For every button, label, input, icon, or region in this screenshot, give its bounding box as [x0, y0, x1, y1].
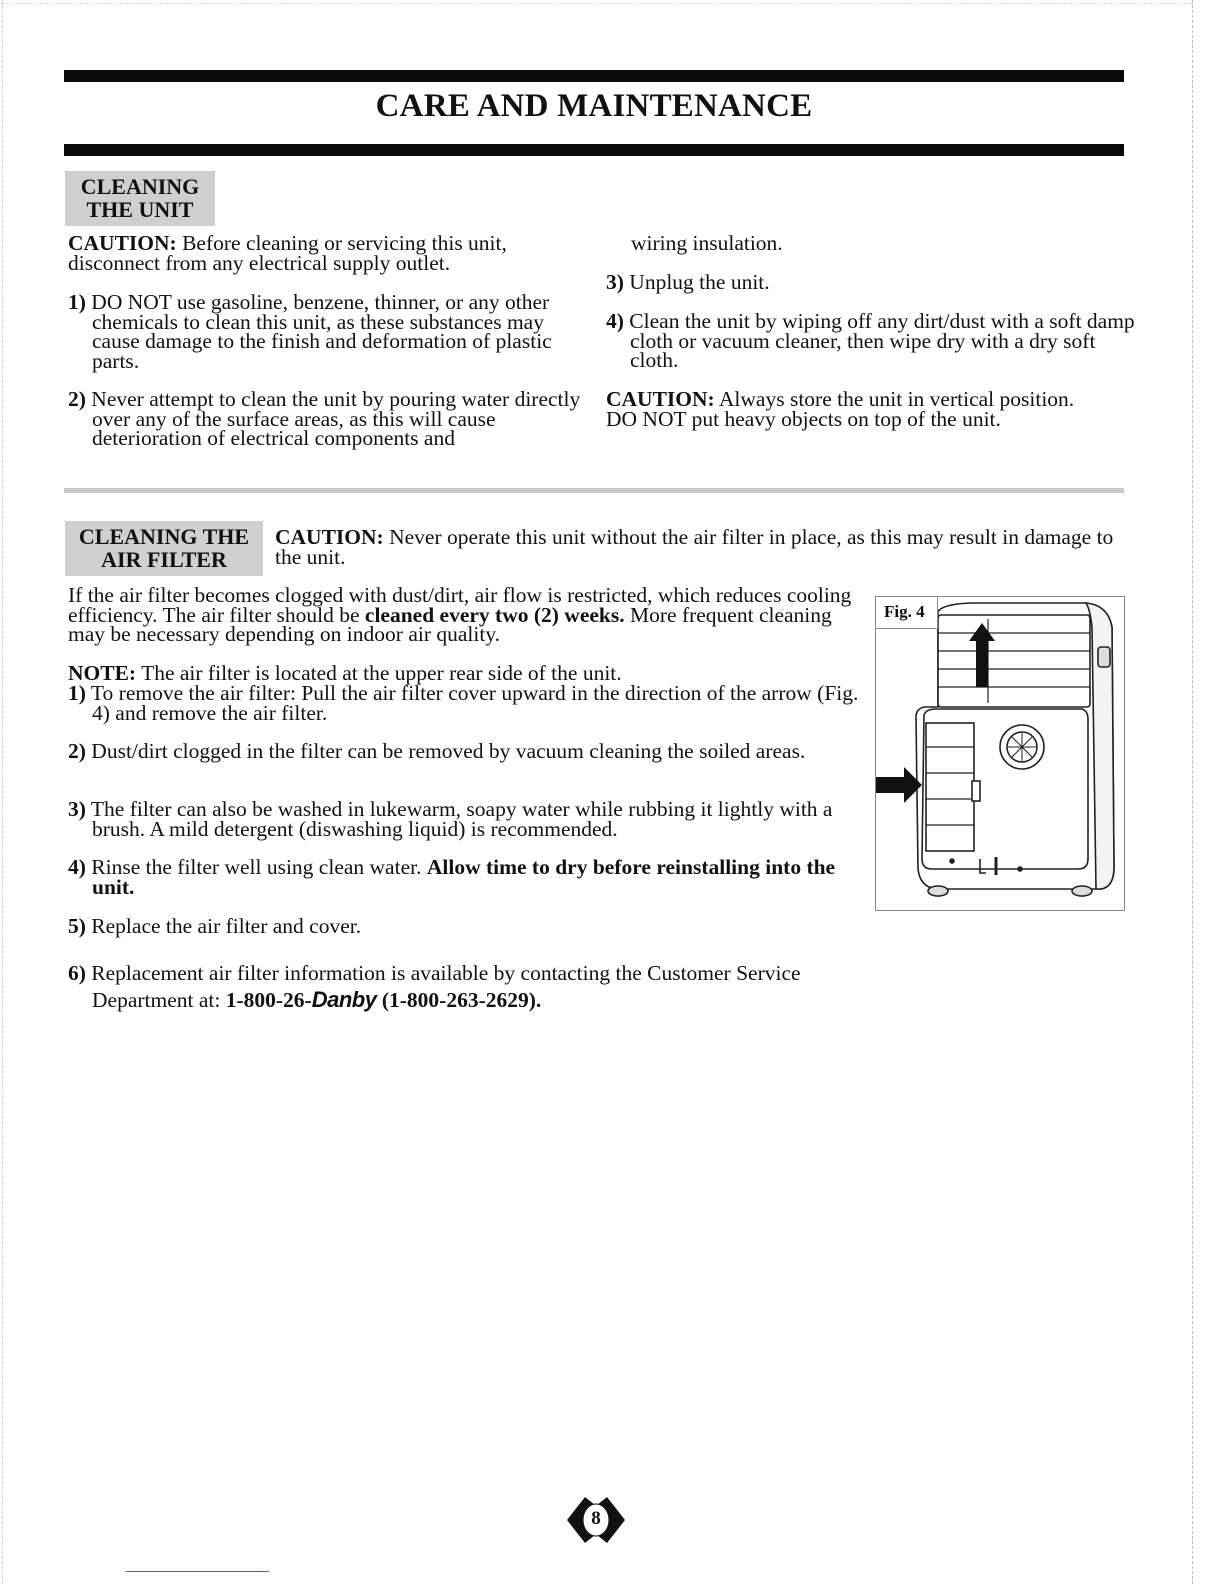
section-label-line: CLEANING — [80, 174, 200, 199]
page-edge-right — [1192, 0, 1193, 1584]
item-number: 4) — [606, 309, 624, 333]
list-item — [606, 270, 1130, 294]
item-number: 3) — [68, 797, 86, 821]
section-label-cleaning-unit — [65, 171, 215, 226]
item-number: 4) — [68, 855, 86, 879]
phone-suffix: (1-800-263-2629). — [376, 988, 542, 1012]
figure-4 — [875, 596, 1125, 911]
list-item — [68, 961, 932, 985]
list-item — [68, 855, 872, 899]
item-text: Clean the unit by wiping off any dirt/dust with a soft damp cloth or vacuum cleaner, then wipe dry with a dry soft cloth. — [623, 309, 1135, 372]
item-emphasis: Allow time to dry before reinstalling into the unit. — [92, 855, 836, 899]
item-text: DO NOT use gasoline, benzene, thinner, or any other chemicals to clean this unit, as these substances may cause damage to the finish and deformation of plastic parts. — [85, 290, 552, 373]
item-text: The filter can also be washed in lukewarm, soapy water while rubbing it lightly with a brush. A mild detergent (diswashing liquid) is recommended. — [85, 797, 833, 841]
item-text: Replace the air filter and cover. — [85, 914, 362, 938]
item-text: To remove the air filter: Pull the air filter cover upward in the direction of the arrow (Fig. 4) and remove the air filter. — [85, 681, 859, 725]
caution-disconnect — [68, 231, 568, 275]
list-item — [68, 739, 872, 763]
caution-label: CAUTION: — [606, 387, 715, 411]
item-number: 1) — [68, 681, 86, 705]
header-rule-bottom — [64, 144, 1124, 156]
page-number-text: 8 — [591, 1508, 601, 1529]
section-divider — [64, 488, 1124, 493]
list-item — [68, 290, 592, 373]
caution-label: CAUTION: — [68, 231, 177, 255]
item-number: 2) — [68, 387, 86, 411]
note-text: The air filter is located at the upper rear side of the unit. — [136, 661, 622, 685]
list-item — [68, 681, 872, 725]
list-item — [606, 309, 1135, 372]
intro-text: More frequent cleaning may be necessary depending on indoor air quality. — [68, 602, 832, 646]
item-number: 5) — [68, 914, 86, 938]
section-label-line: AIR FILTER — [101, 547, 227, 572]
page-edge-top — [0, 3, 1192, 4]
phone-prefix: 1-800-26- — [225, 988, 312, 1012]
list-item — [68, 387, 592, 450]
item-number: 2) — [68, 739, 86, 763]
customer-service-phone — [92, 987, 792, 1012]
dept-text: Department at: — [92, 988, 226, 1012]
air-conditioner-illustration — [876, 597, 1126, 912]
item-text: Rinse the filter well using clean water. — [85, 855, 427, 879]
intro-emphasis: cleaned every two (2) weeks. — [364, 602, 625, 627]
figure-label: Fig. 4 — [876, 597, 938, 629]
item-text: Dust/dirt clogged in the filter can be removed by vacuum cleaning the soiled areas. — [85, 739, 806, 763]
footer-line — [126, 1571, 269, 1572]
item-text: Replacement air filter information is available by contacting the Customer Service — [85, 961, 801, 985]
page-edge-left — [2, 0, 3, 1584]
caution-air-filter — [275, 525, 1125, 569]
section-label-cleaning-filter — [65, 521, 263, 576]
list-item — [68, 914, 872, 938]
item-number: 1) — [68, 290, 86, 314]
caution-text: Before cleaning or servicing this unit, disconnect from any electrical supply outlet. — [68, 231, 507, 275]
list-item-continuation: wiring insulation. — [631, 231, 783, 255]
page-number — [565, 1495, 627, 1545]
intro-text: If the air filter becomes clogged with dust/dirt, air flow is restricted, which reduces cooling efficiency. The air filter should be — [68, 583, 852, 627]
header-rule-top — [64, 70, 1124, 82]
note-label: NOTE: — [68, 661, 137, 685]
caution-text: Never operate this unit without the air filter in place, as this may result in damage to the unit. — [275, 525, 1114, 569]
filter-intro — [68, 583, 868, 646]
section-label-line: THE UNIT — [86, 197, 194, 222]
page-title: CARE AND MAINTENANCE — [375, 88, 813, 124]
item-number: 6) — [68, 961, 86, 985]
section-label-line: CLEANING THE — [78, 524, 250, 549]
caution-text: Always store the unit in vertical position. DO NOT put heavy objects on top of the unit. — [606, 387, 1075, 431]
list-item — [68, 797, 882, 841]
item-text: Unplug the unit. — [623, 270, 770, 294]
item-number: 3) — [606, 270, 624, 294]
danby-logo: Danby — [311, 987, 377, 1012]
item-text: Never attempt to clean the unit by pouring water directly over any of the surface areas, as this will cause deterioration of electrical components and — [85, 387, 581, 450]
caution-label: CAUTION: — [275, 525, 384, 549]
caution-storage — [606, 387, 1101, 431]
